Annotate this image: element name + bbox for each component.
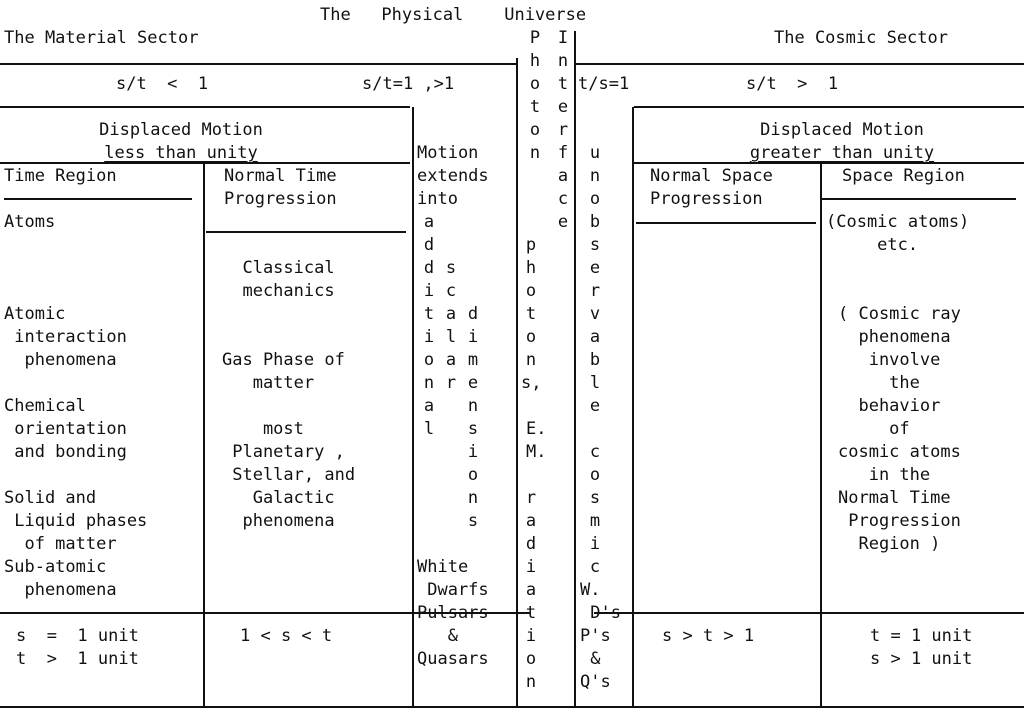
vertical-unobservable: u n o b s e r v a b l e (589, 143, 601, 416)
divider-motion-photon (516, 58, 518, 706)
motion-header-2: extends (417, 166, 489, 186)
vertical-radiation: r a d i a t i o n (525, 488, 537, 692)
normal-time-item-classical: Classical mechanics (242, 258, 335, 301)
ratio-mid-left: s/t=1 ,>1 (362, 74, 455, 94)
divider-normal-motion (412, 107, 414, 706)
photon-vertical-label: P h o t o n (529, 28, 541, 163)
rule-normal-space-head (636, 222, 816, 224)
wd-bottom-1: W. (580, 580, 601, 600)
vertical-additional: a d d i t i o n a l (423, 212, 435, 439)
normal-time-header-1: Normal Time (224, 166, 337, 186)
time-region-item-atoms: Atoms (4, 212, 56, 232)
vertical-spatial: s c a l a r (445, 258, 457, 393)
time-region-item-solid: Solid and Liquid phases of matter (4, 488, 148, 554)
rule-time-region-head (4, 198, 192, 200)
divider-photon-interface (574, 31, 576, 706)
right-displaced-line2: greater than unity (749, 143, 935, 163)
time-region-item-chemical: Chemical orientation and bonding (4, 396, 127, 462)
motion-bottom-4: & (417, 626, 458, 646)
ratio-right: s/t > 1 (746, 74, 839, 94)
space-region-header: Space Region (842, 166, 965, 186)
page-title: The Physical Universe (320, 5, 587, 25)
wd-bottom-5: Q's (580, 672, 611, 692)
wd-bottom-4: & (580, 649, 601, 669)
rule-left-ratio (0, 106, 410, 108)
normal-time-item-gas: Gas Phase of matter (222, 350, 345, 393)
divider-interface-normal-space (632, 107, 634, 706)
interface-vertical-label: I n t e r f a c e (557, 28, 569, 232)
motion-bottom-1: White (417, 557, 469, 577)
normal-space-header-1: Normal Space (650, 166, 773, 186)
footer-left-units: s = 1 unit t > 1 unit (16, 626, 139, 669)
space-region-item-cosmic-atoms: (Cosmic atoms) etc. (826, 212, 970, 255)
motion-header-1: Motion (417, 143, 479, 163)
left-displaced-line2: less than unity (104, 143, 258, 163)
rule-right-top (574, 63, 1024, 65)
footer-right-units: t = 1 unit s > 1 unit (870, 626, 973, 669)
material-sector-title: The Material Sector (4, 28, 199, 48)
vertical-photons: p h o t o n s, (521, 235, 542, 393)
wd-bottom-2: D's (580, 603, 621, 623)
normal-time-header-2: Progression (224, 189, 337, 209)
vertical-dimensions: d i m e n s i o n s (467, 304, 479, 531)
right-displaced-line1: Displaced Motion (760, 120, 924, 140)
time-region-item-subatomic: Sub-atomic phenomena (4, 557, 117, 600)
normal-space-header-2: Progression (650, 189, 763, 209)
normal-time-item-planetary: most Planetary , Stellar, and Galactic phenomena (232, 419, 356, 531)
rule-bottom (0, 706, 1024, 708)
motion-bottom-2: Dwarfs (417, 580, 489, 600)
vertical-cosmic: c o s m i c (589, 442, 601, 577)
motion-header-3: into (417, 189, 458, 209)
ratio-mid-right: t/s=1 (578, 74, 630, 94)
cosmic-sector-title: The Cosmic Sector (774, 28, 948, 48)
footer-normal-time: 1 < s < t (240, 626, 333, 646)
wd-bottom-3: P's (580, 626, 611, 646)
time-region-header: Time Region (4, 166, 117, 186)
time-region-item-atomic: Atomic interaction phenomena (4, 304, 127, 370)
footer-normal-space: s > t > 1 (662, 626, 755, 646)
rule-space-region-head (820, 198, 1016, 200)
rule-right-ratio (634, 106, 1024, 108)
rule-right-footer (594, 612, 1024, 614)
space-region-item-cosmic-ray: ( Cosmic ray phenomena involve the behavior of cosmic atoms in the Normal Time Progression Region ) (838, 304, 961, 554)
em-label: E. M. (526, 419, 547, 462)
divider-time-normal (203, 164, 205, 706)
rule-normal-time-head (206, 231, 406, 233)
left-displaced-line1: Displaced Motion (99, 120, 263, 140)
motion-bottom-3: Pulsars (417, 603, 489, 623)
motion-bottom-5: Quasars (417, 649, 489, 669)
ratio-left: s/t < 1 (116, 74, 209, 94)
rule-left-top (0, 63, 516, 65)
divider-normal-space-space (820, 164, 822, 706)
